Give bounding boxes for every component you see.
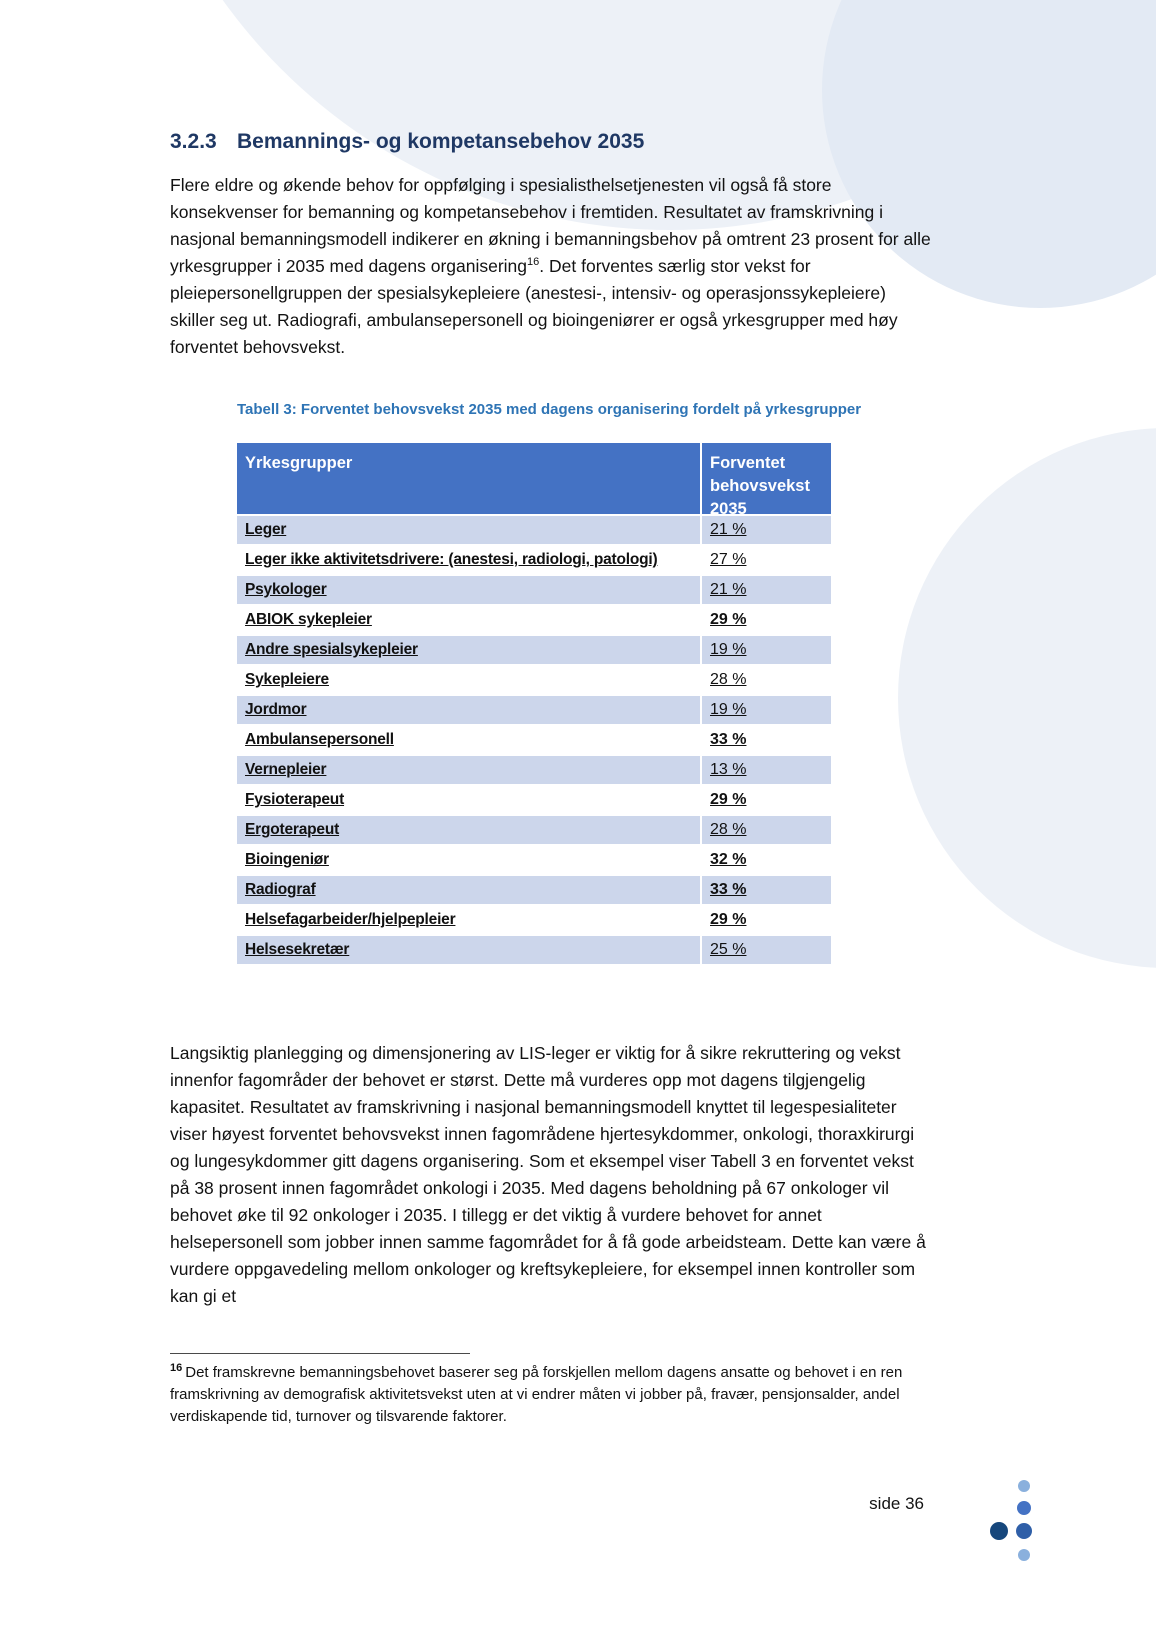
table-row	[237, 605, 831, 635]
growth-value: 13 %	[710, 761, 747, 778]
growth-value: 32 %	[710, 851, 747, 868]
table-row	[237, 545, 831, 575]
table-row	[237, 815, 831, 845]
section-heading	[170, 130, 644, 154]
footnote-number: 16	[170, 1362, 183, 1374]
logo-dot-upper	[1017, 1501, 1031, 1515]
table-body	[237, 515, 831, 965]
profession-cell	[237, 635, 701, 665]
table-row	[237, 635, 831, 665]
profession-cell	[237, 725, 701, 755]
profession-cell	[237, 815, 701, 845]
section-title: Bemannings- og kompetansebehov 2035	[237, 130, 645, 153]
health-authority-logo	[988, 1480, 1060, 1572]
profession-label: ABIOK sykepleier	[245, 611, 372, 628]
table-row	[237, 875, 831, 905]
growth-cell	[701, 635, 831, 665]
header-cell-yrkesgrupper	[237, 443, 701, 515]
growth-cell	[701, 755, 831, 785]
paragraph-1	[170, 172, 932, 361]
growth-cell	[701, 845, 831, 875]
paragraph-1-text: Flere eldre og økende behov for oppfølging i spesialisthelsetjenesten vil også få store konsekvenser for bemanning og kompetansebehov i fremtiden. Resultatet av framskrivning i nasjonal bemanningsmodell indikerer en økning i bemanningsbehov på omtrent 23 prosent for alle yrkesgrupper i 2035 med dagens organisering	[170, 175, 931, 276]
profession-cell	[237, 755, 701, 785]
profession-cell	[237, 545, 701, 575]
table-row	[237, 755, 831, 785]
paragraph-1-text-continued: . Det forventes særlig stor vekst for pleiepersonellgruppen der spesialsykepleiere (anestesi-, intensiv- og operasjonssykepleiere) skiller seg ut. Radiografi, ambulansepersonell og bioingeniører er også yrkesgrupper med høy forventet behovsvekst.	[170, 256, 898, 357]
profession-cell	[237, 515, 701, 545]
logo-dot-top	[1018, 1480, 1030, 1492]
table-row	[237, 665, 831, 695]
footnote-reference: 16	[527, 256, 540, 269]
table-row	[237, 905, 831, 935]
table-row	[237, 575, 831, 605]
header-cell-forventet-behovsvekst	[701, 443, 831, 515]
growth-value: 33 %	[710, 731, 747, 748]
table-row	[237, 845, 831, 875]
profession-label: Radiograf	[245, 881, 316, 898]
footnote-separator	[170, 1353, 470, 1354]
profession-label: Andre spesialsykepleier	[245, 641, 418, 658]
growth-cell	[701, 725, 831, 755]
paragraph-2: Langsiktig planlegging og dimensjonering av LIS-leger er viktig for å sikre rekruttering og vekst innenfor fagområder der behovet er størst. Dette må vurderes opp mot dagens tilgjengelig kapasitet. Resultatet av framskrivning i nasjonal bemanningsmodell knyttet til legespesialiteter viser høyest forventet behovsvekst innen fagområdene hjertesykdommer, onkologi, thoraxkirurgi og lungesykdommer gitt dagens organisering. Som et eksempel viser Tabell 3 en forventet vekst på 38 prosent innen fagområdet onkologi i 2035. Med dagens beholdning på 67 onkologer vil behovet øke til 92 onkologer i 2035. I tillegg er det viktig å vurdere behovet for annet helsepersonell som jobber innen samme fagområdet for å få gode arbeidsteam. Dette kan være å vurdere oppgavedeling mellom onkologer og kreftsykepleiere, for eksempel innen kontroller som kan gi et	[170, 1043, 926, 1306]
profession-label: Ergoterapeut	[245, 821, 340, 838]
table-caption: Tabell 3: Forventet behovsvekst 2035 med dagens organisering fordelt på yrkesgrupper	[237, 401, 862, 418]
table-row	[237, 515, 831, 545]
profession-cell	[237, 875, 701, 905]
growth-value: 27 %	[710, 551, 747, 568]
table-row	[237, 785, 831, 815]
section-number: 3.2.3	[170, 130, 217, 153]
growth-table	[237, 443, 831, 966]
growth-value: 28 %	[710, 671, 747, 688]
growth-value: 19 %	[710, 701, 747, 718]
profession-label: Leger ikke aktivitetsdrivere: (anestesi, radiologi, patologi)	[245, 551, 658, 568]
logo-dot-bottom	[1018, 1549, 1030, 1561]
decorative-circle-right	[898, 428, 1156, 968]
growth-cell	[701, 875, 831, 905]
growth-value: 28 %	[710, 821, 747, 838]
profession-label: Bioingeniør	[245, 851, 329, 868]
growth-cell	[701, 695, 831, 725]
profession-cell	[237, 845, 701, 875]
growth-value: 25 %	[710, 941, 747, 958]
table-head	[237, 443, 831, 515]
profession-cell	[237, 905, 701, 935]
profession-cell	[237, 695, 701, 725]
footnote-text: Det framskrevne bemanningsbehovet baserer seg på forskjellen mellom dagens ansatte og behovet i en ren framskrivning av demografisk aktivitetsvekst uten at vi endrer måten vi jobber på, fravær, pensjonsalder, andel verdiskapende tid, turnover og tilsvarende faktorer.	[170, 1364, 903, 1425]
growth-value: 29 %	[710, 611, 747, 628]
profession-label: Psykologer	[245, 581, 327, 598]
profession-label: Sykepleiere	[245, 671, 329, 688]
growth-value: 19 %	[710, 641, 747, 658]
growth-value: 21 %	[710, 521, 747, 538]
table-header-row	[237, 443, 831, 515]
growth-value: 21 %	[710, 581, 747, 598]
profession-cell	[237, 935, 701, 965]
growth-cell	[701, 785, 831, 815]
growth-value: 29 %	[710, 791, 747, 808]
profession-cell	[237, 785, 701, 815]
profession-label: Leger	[245, 521, 287, 538]
growth-value: 33 %	[710, 881, 747, 898]
page-number: side 36	[869, 1494, 924, 1513]
growth-cell	[701, 605, 831, 635]
growth-cell	[701, 575, 831, 605]
profession-label: Jordmor	[245, 701, 307, 718]
table-row	[237, 725, 831, 755]
profession-label: Ambulansepersonell	[245, 731, 394, 748]
logo-dot-left	[990, 1522, 1008, 1540]
growth-value: 29 %	[710, 911, 747, 928]
profession-cell	[237, 575, 701, 605]
growth-cell	[701, 545, 831, 575]
profession-label: Helsesekretær	[245, 941, 350, 958]
profession-cell	[237, 665, 701, 695]
profession-cell	[237, 605, 701, 635]
profession-label: Fysioterapeut	[245, 791, 345, 808]
growth-cell	[701, 665, 831, 695]
header-label-yrkesgrupper: Yrkesgrupper	[245, 454, 353, 472]
table-row	[237, 695, 831, 725]
profession-label: Vernepleier	[245, 761, 327, 778]
growth-cell	[701, 515, 831, 545]
footnote	[170, 1362, 918, 1428]
profession-label: Helsefagarbeider/hjelpepleier	[245, 911, 456, 928]
growth-cell	[701, 815, 831, 845]
growth-cell	[701, 905, 831, 935]
header-label-forventet-behovsvekst: Forventet behovsvekst 2035	[710, 454, 810, 514]
logo-dot-center	[1016, 1523, 1032, 1539]
table-row	[237, 935, 831, 965]
growth-cell	[701, 935, 831, 965]
